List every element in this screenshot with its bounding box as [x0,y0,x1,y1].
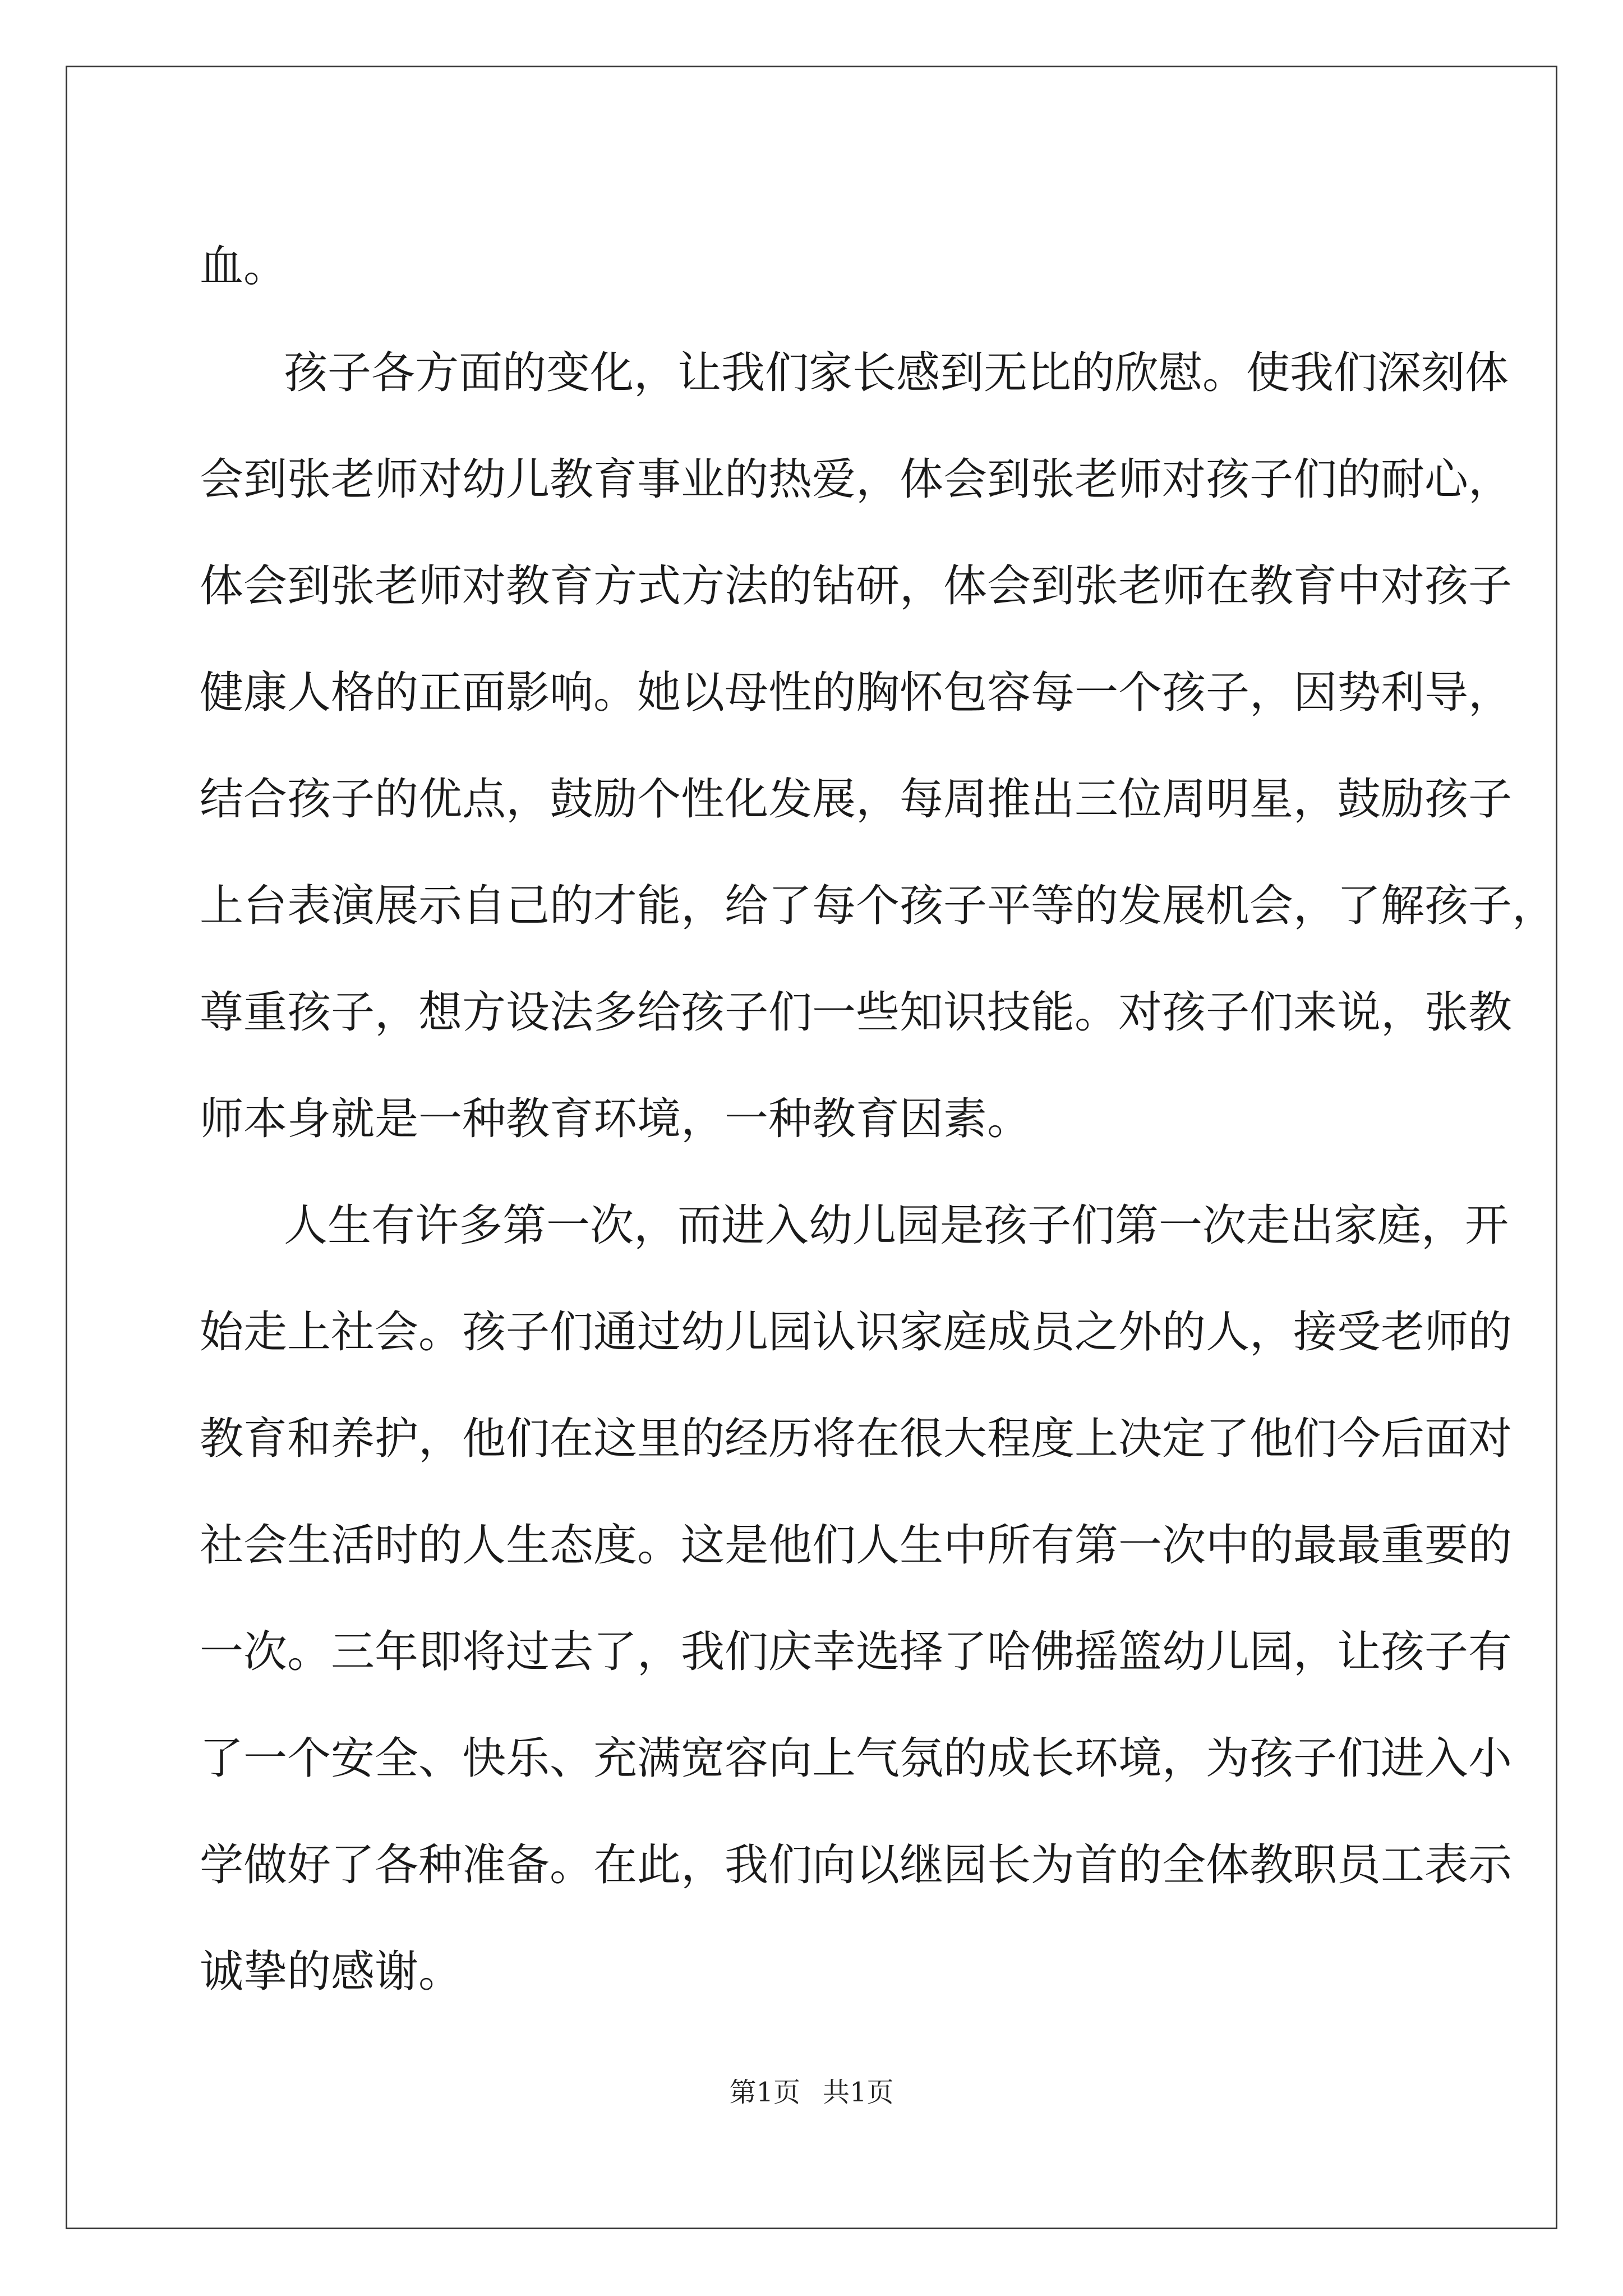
text-line: 始走上社会。孩子们通过幼儿园认识家庭成员之外的人，接受老师的 [200,1307,1513,1358]
text-line: 师本身就是一种教育环境，一种教育因素。 [200,1094,1031,1144]
page-footer [0,2076,1623,2109]
page-number-total: 共1页 [823,2077,894,2108]
text-line: 人生有许多第一次，而进入幼儿园是孩子们第一次走出家庭，开 [284,1200,1509,1251]
text-line: 结合孩子的优点，鼓励个性化发展，每周推出三位周明星，鼓励孩子 [200,774,1513,825]
text-line: 体会到张老师对教育方式方法的钻研，体会到张老师在教育中对孩子 [200,561,1513,611]
text-line: 了一个安全、快乐、充满宽容向上气氛的成长环境，为孩子们进入小 [200,1733,1513,1784]
text-line: 孩子各方面的变化，让我们家长感到无比的欣慰。使我们深刻体 [284,348,1509,398]
text-line: 一次。三年即将过去了，我们庆幸选择了哈佛摇篮幼儿园，让孩子有 [200,1627,1513,1677]
text-line: 上台表演展示自己的才能，给了每个孩子平等的发展机会，了解孩子， [200,881,1556,931]
text-line: 会到张老师对幼儿教育事业的热爱，体会到张老师对孩子们的耐心， [200,454,1513,505]
document-body [200,213,1556,2025]
text-line: 社会生活时的人生态度。这是他们人生中所有第一次中的最最重要的 [200,1520,1513,1571]
text-line: 血。 [200,241,288,292]
page-number-current: 第1页 [729,2077,800,2108]
text-line: 学做好了各种准备。在此，我们向以继园长为首的全体教职员工表示 [200,1840,1513,1890]
text-line: 健康人格的正面影响。她以母性的胸怀包容每一个孩子，因势利导， [200,668,1513,718]
text-line: 尊重孩子，想方设法多给孩子们一些知识技能。对孩子们来说，张教 [200,987,1513,1038]
text-line: 诚挚的感谢。 [200,1947,463,1997]
text-line: 教育和养护，他们在这里的经历将在很大程度上决定了他们今后面对 [200,1414,1513,1464]
